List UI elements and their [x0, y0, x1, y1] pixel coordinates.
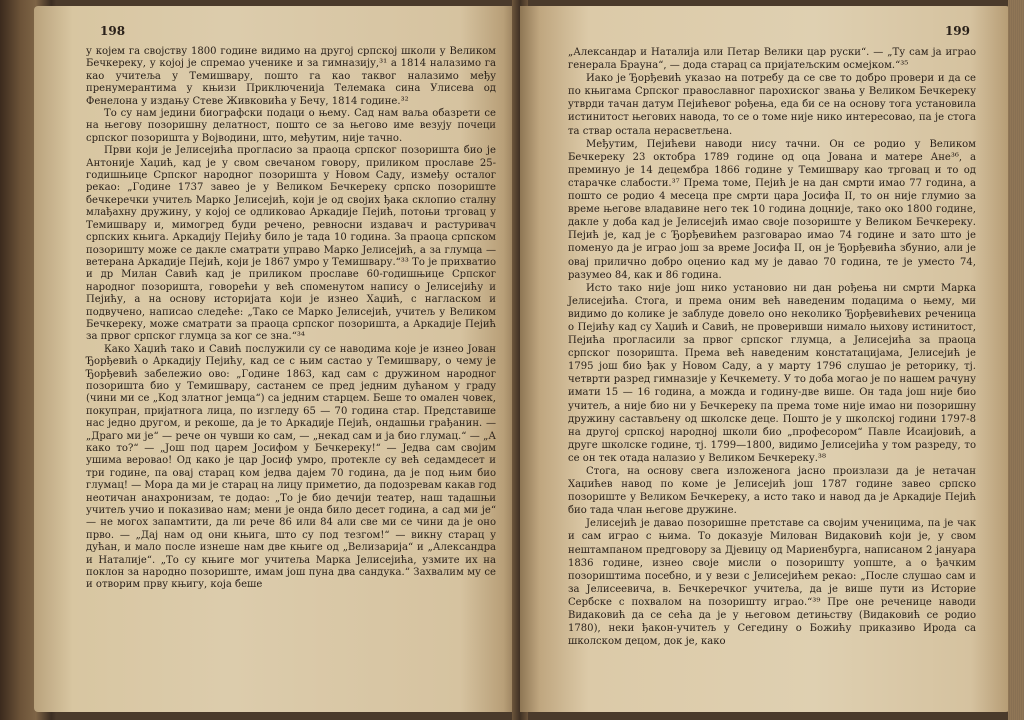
page-edges [1008, 0, 1024, 720]
paragraph: Први који је Јелисејића прогласио за праоца српског позоришта био је Антоније Хаџић, кад је у свом свечаном говору, приликом прославе 25-годишњице Српског народног позоришта у Новом Саду, између осталог рекао: „Године 1737 завео је у Великом Бечкереку српско позориште бечкеречки учитељ Марко Јелисејић, који је од својих ђака склопио сталну млађахну дружину, у којој се одликовао Аркадије Пејић, потоњи трговац у Темишвару и, мимогред буди речено, ревносни издавач и растуривач српских књига. Аркадију Пејићу било је тада 10 година. За праоца српском позоришту може се дакле сматрати управо Марко Јелисејић, а за глумца — ветерана Аркадије Пејић, који је 1867 умро у Темишвару.“³³ То је прихватио и др Милан Савић кад је приликом прославе 60-годишњице Српског народног позоришта, говорећи у већ споменутом напису о Јелисејићу и Пејићу, а на основу историјата који је изнео Хаџић, с нагласком и подвучено, написао следеће: „Тако се Марко Јелисејић, учитељ у Великом Бечкереку, може сматрати за праоца српског позоришта, а Аркадије Пејић за првог српског глумца за ког се зна.“³⁴ [86, 145, 496, 343]
paragraph: Иако је Ђорђевић указао на потребу да се све то добро провери и да се по књигама Српског православног парохиског звања у Великом Бечкереку утврди тачан датум Пејићевог рођења, еда би се на основу тога установила истинитост његових навода, то се о томе није нико интересовао, па је стога та ствар остала нерасветљена. [568, 73, 976, 137]
right-page [520, 6, 1010, 712]
paragraph: То су нам једини биографски подаци о њему. Сад нам ваља обазрети се на његову позоришну делатност, пошто се за његово име везују почеци српског позоришта у Војводини, што, међутим, није тачно. [86, 108, 496, 144]
left-page [34, 6, 518, 712]
paragraph: „Александар и Наталија или Петар Велики цар руски“. — „Ту сам ја играо генерала Брауна“, — дода старац са пријатељским осмејком.“³⁵ [568, 47, 976, 72]
paragraph: Јелисејић је давао позоришне претставе са својим ученицима, па је чак и сам играо с њима. То доказује Милован Видаковић који је, у свом нештампаном предговору за Дјевицу од Мариенбурга, написаном 2 јануара 1836 године, изнео своје мисли о позоришту уопште, а о ђачким позориштима посебно, и у вези с Јелисејићем рекао: „После слушао сам и за Јелисеевича, в. Бечкеречког учитеља, да је више пути из Историе Сербске с похвалом на позоришту играо.“³⁹ Пре оне реченице наводи Видаковић да се сећа да је у његовом детињству (Видаковић се родио 1780), неки ђакон-учитељ у Сегедину о Божићу приказиво Ирода са школском децом, док је, како [568, 518, 976, 648]
paragraph: у којем га својству 1800 године видимо на другој српској школи у Великом Бечкереку, у којој је спремао ученике и за гимназију,³¹ а 1814 налазимо га као учитеља у Темишвару, пошто га као таквог налазимо међу пренумерантима у књизи Приключенија Телемака сина Улисева од Фенелона у издању Стеве Живковића у Бечу, 1814 године.³² [86, 46, 496, 107]
paragraph: Стога, на основу свега изложенога јасно произлази да је нетачан Хаџићев навод по коме је Јелисејић још 1787 године завео српско позориште у Великом Бечкереку, а исто тако и навод да је Аркадије Пејић био тада члан његове дружине. [568, 466, 976, 517]
paragraph: Исто тако није још нико установио ни дан рођења ни смрти Марка Јелисејића. Стога, и према оним већ наведеним подацима о њему, ми видимо до колике је заблуде довело оно неколико Ђорђевићевих реченица о Пејићу кад су Хаџић и Савић, не проверивши нимало њихову истинитост, Пејића прогласили за првог српског глумца, а Јелисејића за праоца српског позоришта. Према већ наведеним констатацијама, Јелисејић је 1795 још био ђак у Новом Саду, а у марту 1796 слушао је реторику, тј. четврти разред гимназије у Кечкемету. У то доба могао је по нашем рачуну имати 15 — 16 година, а можда и годину-две више. Он тада још није био учитељ, а није био ни у Бечкереку па према томе није имао ни позоришну дружину састављену од школске деце. Пошто је у школској години 1797-8 на другој српској народној школи био „професором“ Павле Исаијовић, а друге школске године, тј. 1799—1800, видимо Јелисејића у том разреду, то се он тек отада налазио у Великом Бечкереку.³⁸ [568, 282, 976, 464]
page-number: 199 [944, 24, 970, 38]
paragraph: Како Хаџић тако и Савић послужили су се наводима које је изнео Јован Ђорђевић о Аркадију Пејићу, кад се с њим састао у Темишвару, о чему је Ђорђевић забележио ово: „Године 1863, кад сам с дружином народног позоришта био у Темишвару, састанем се пред једним дућаном у граду (чини ми се „Код златног јемца“) са једним старцем. Беше то омален човек, покупран, пријатнога лица, по изгледу 65 — 70 година стар. Представише нас једно другом, и рекоше, да је то Аркадије Пејић, ондашњи грађанин. — „Драго ми је“ — рече он чувши ко сам, — „некад сам и ја био глумац.“ — „А како то?“ — „Још под царем Јосифом у Бечкереку!“ — Једва сам својим ушима веровао! Од како је цар Јосиф умро, протекле су већ седамдесет и три године, па овај старац ком једва дајем 70 година, да је под њим био глумац! — Мора да ми је старац на лицу приметио, да подозревам какав год неотичан анахронизам, те додао: „То је био дечији театер, наш тадашњи учитељ учио и показивао нам; мени је онда било десет година, а сад ми је“ — не могох запамтити, да ли рече 86 или 84 али све ми се чини да је оно прво. — „Дај нам од они књига, што су под тезгом!“ — викну старац у дућан, и мало после изнеше нам две књиге од „Велизарија“ и „Александра и Наталије“. „То су књиге мог учитеља Марка Јелисејића, узмите их на поклон за народно позориште, имам још пуна два сандука.“ Захвалим му се и отворим прву књигу, која беше [86, 343, 496, 591]
paragraph: Међутим, Пејићеви наводи нису тачни. Он се родио у Великом Бечкереку 23 октобра 1789 године од оца Јована и матере Ане³⁶, а преминуо је 14 децембра 1866 године у Темишвару као трговац и то од старачке слабости.³⁷ Према томе, Пејић је на дан смрти имао 77 година, а пошто се родио 4 месеца пре смрти цара Јосифа II, то он није глумио за време његове владавине него тек 10 година доцније, тако око 1800 године, дакле у доба кад је Јелисејић имао своје позориште у Великом Бечкереку. Пејић је, кад је с Ђорђевићем разговарао имао 74 године и зато што је поменуо да је играо још за време Јосифа II, он је Ђорђевића збунио, али је овај прилично добро оценио кад му је давао 70 година, те је уместо 74, разумео 84, как и 86 година. [568, 138, 976, 281]
page-number: 198 [100, 24, 126, 38]
